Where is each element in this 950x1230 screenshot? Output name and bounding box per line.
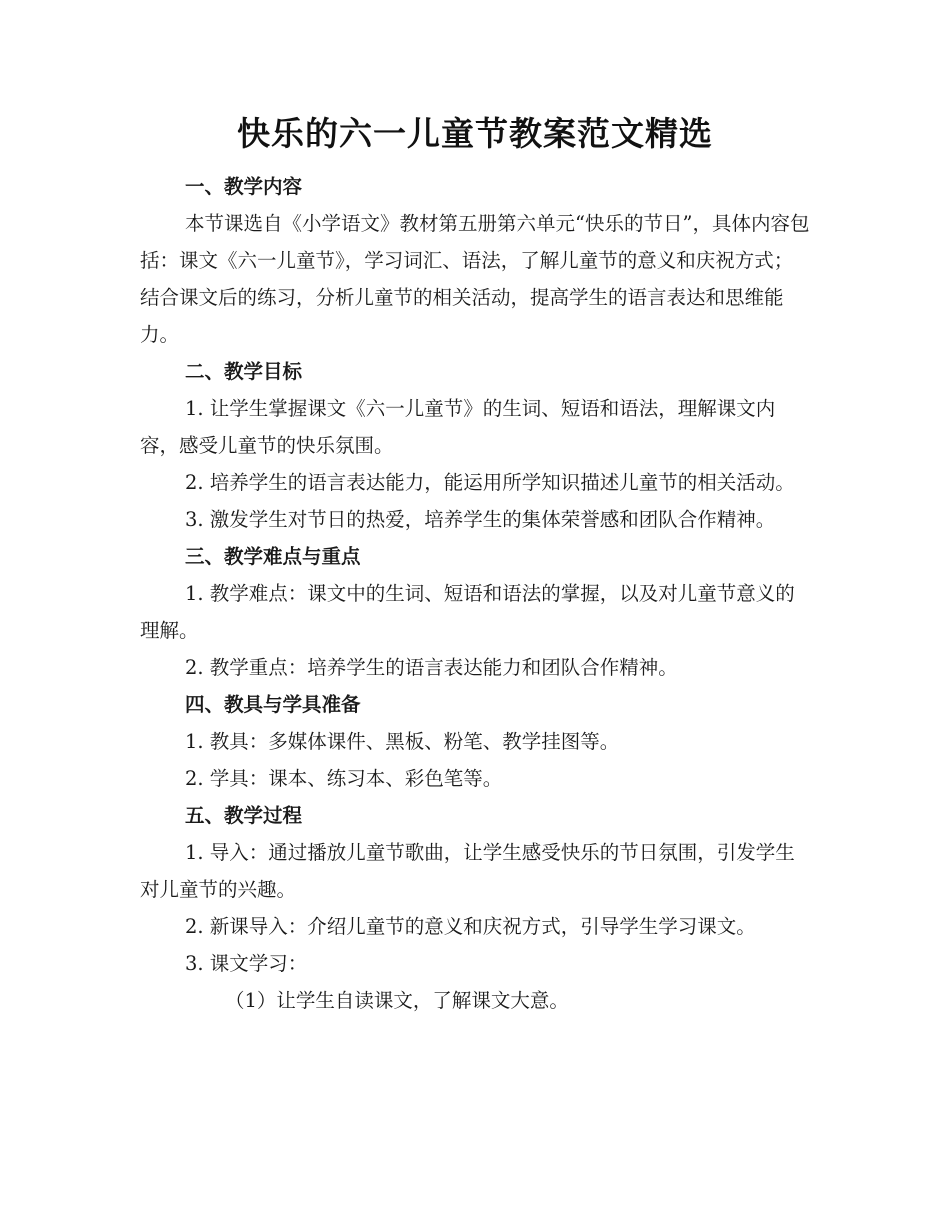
paragraph-process-2: 2. 新课导入：介绍儿童节的意义和庆祝方式，引导学生学习课文。 — [185, 915, 756, 938]
paragraph-process-3: 3. 课文学习： — [185, 952, 308, 975]
paragraph-difficulty-1: 1. 教学难点：课文中的生词、短语和语法的掌握，以及对儿童节意义的理解。 — [140, 582, 795, 642]
paragraph-goal-1: 1. 让学生掌握课文《六一儿童节》的生词、短语和语法，理解课文内容，感受儿童节的快乐氛围。 — [140, 397, 776, 457]
paragraph-teaching-content: 本节课选自《小学语文》教材第五册第六单元“快乐的节日”，具体内容包括：课文《六一儿童节》，学习词汇、语法，了解儿童节的意义和庆祝方式；结合课文后的练习，分析儿童节的相关活动，提高学生的语言表达和思维能力。 — [140, 212, 810, 346]
paragraph-process-1: 1. 导入：通过播放儿童节歌曲，让学生感受快乐的节日氛围，引发学生对儿童节的兴趣。 — [140, 841, 795, 901]
paragraph-materials-2: 2. 学具：课本、练习本、彩色笔等。 — [185, 767, 503, 790]
paragraph-process-3-sub-1: （1）让学生自读课文，了解课文大意。 — [225, 989, 569, 1012]
document-title: 快乐的六一儿童节教案范文精选 — [237, 114, 713, 153]
section-heading-teaching-goals: 二、教学目标 — [185, 360, 303, 383]
section-heading-process: 五、教学过程 — [185, 804, 303, 827]
paragraph-goal-2: 2. 培养学生的语言表达能力，能运用所学知识描述儿童节的相关活动。 — [185, 471, 795, 494]
section-heading-materials: 四、教具与学具准备 — [185, 693, 361, 716]
document-body — [140, 168, 812, 1019]
section-heading-teaching-content: 一、教学内容 — [185, 175, 303, 198]
section-heading-difficulties: 三、教学难点与重点 — [185, 545, 361, 568]
paragraph-difficulty-2: 2. 教学重点：培养学生的语言表达能力和团队合作精神。 — [185, 656, 678, 679]
paragraph-materials-1: 1. 教具：多媒体课件、黑板、粉笔、教学挂图等。 — [185, 730, 620, 753]
paragraph-goal-3: 3. 激发学生对节日的热爱，培养学生的集体荣誉感和团队合作精神。 — [185, 508, 776, 531]
